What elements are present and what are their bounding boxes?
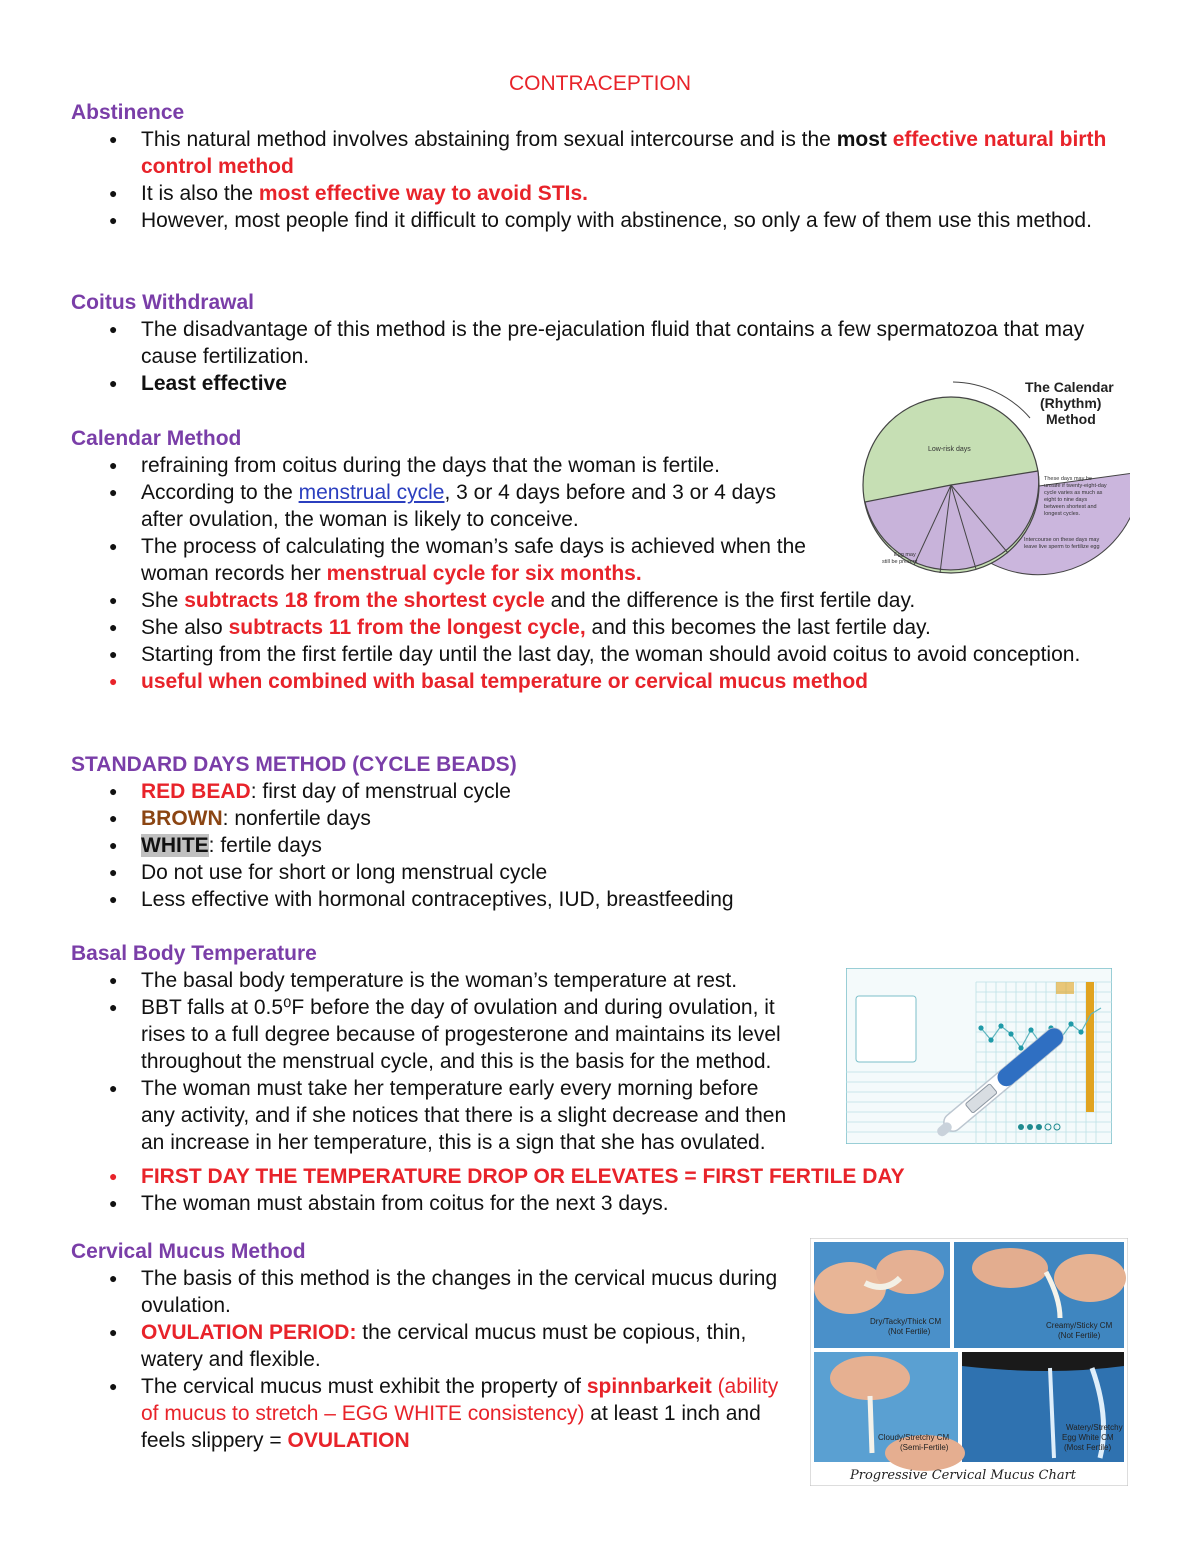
label-line: (Not Fertile) bbox=[1058, 1331, 1101, 1340]
note-line: between shortest and bbox=[1044, 504, 1097, 510]
text-bold: most bbox=[836, 128, 887, 151]
list-standard-days bbox=[71, 778, 1131, 913]
list-item bbox=[71, 778, 1131, 805]
finger bbox=[830, 1356, 910, 1400]
list-item: ● The woman must abstain from coitus for the next 3 days. bbox=[71, 1190, 1131, 1217]
finger bbox=[972, 1248, 1048, 1288]
text-red-bold: OVULATION bbox=[287, 1429, 410, 1452]
list-item bbox=[71, 479, 811, 533]
text: : fertile days bbox=[208, 834, 322, 857]
note-line: leave live sperm to fertilize egg bbox=[1024, 544, 1100, 550]
note-line: Egg may bbox=[894, 552, 916, 558]
chart-caption: Progressive Cervical Mucus Chart bbox=[850, 1468, 1077, 1483]
figure-title-line: Method bbox=[1046, 411, 1096, 427]
text-red: (ability of mucus to stretch – EGG WHITE consistency) bbox=[141, 1375, 779, 1425]
bbt-bullet-3-text bbox=[141, 1075, 1121, 1156]
text: The woman must take her temperature early every morning before any activity, and if she notices that there is a slight decrease and then an increase in her temperature, this is a sign that she has ovulated. bbox=[141, 1077, 787, 1154]
text: She also bbox=[141, 616, 229, 639]
note-line: unsafe if twenty-eight-day bbox=[1044, 483, 1107, 489]
heading-standard-days: STANDARD DAYS METHOD (CYCLE BEADS) bbox=[71, 753, 517, 776]
white-label: WHITE bbox=[141, 834, 209, 857]
text: and the difference is the first fertile day. bbox=[544, 589, 916, 612]
text: , 3 or 4 days before and 3 or 4 days after ovulation, the woman is likely to conceive. bbox=[141, 481, 777, 531]
list-item bbox=[71, 126, 1131, 180]
list-abstinence bbox=[71, 126, 1131, 234]
text-red-bold: effective natural birth control method bbox=[141, 128, 1107, 178]
mucus-strand bbox=[870, 1396, 872, 1453]
label-line: Watery/Stretchy bbox=[1066, 1423, 1123, 1432]
list-item bbox=[71, 180, 1131, 207]
note-line: eight to nine days bbox=[1044, 497, 1088, 503]
list-item: ● However, most people find it difficult to comply with abstinence, so only a few of them use this method. bbox=[71, 207, 1131, 234]
text: : first day of menstrual cycle bbox=[250, 780, 511, 803]
heading-abstinence: Abstinence bbox=[71, 101, 185, 124]
list-item: ● The disadvantage of this method is the pre-ejaculation fluid that contains a few spermatozoa that may cause fertilization. bbox=[71, 316, 1131, 370]
low-risk-label: Low-risk days bbox=[928, 446, 971, 453]
label-line: Creamy/Sticky CM bbox=[1046, 1321, 1113, 1330]
page-title: CONTRACEPTION bbox=[508, 72, 691, 95]
list-item: ● BBT falls at 0.5⁰F before the day of ovulation and during ovulation, it rises to a full degree because of progesterone and maintains its level throughout the menstrual cycle, and this is the basis for the method. bbox=[71, 994, 817, 1075]
heading-cervical-mucus: Cervical Mucus Method bbox=[71, 1240, 306, 1263]
text: It is also the bbox=[141, 182, 259, 205]
heading-calendar-method: Calendar Method bbox=[71, 427, 242, 450]
list-item: ● useful when combined with basal temperature or cervical mucus method bbox=[71, 668, 1131, 695]
list-item bbox=[71, 805, 1131, 832]
list-item bbox=[71, 614, 1131, 641]
list-item bbox=[71, 1319, 801, 1373]
list-item: ● The basal body temperature is the woman’s temperature at rest. bbox=[71, 967, 841, 994]
list-item: ● Starting from the first fertile day until the last day, the woman should avoid coitus to avoid conception. bbox=[71, 641, 1131, 668]
figure-title-line: (Rhythm) bbox=[1040, 395, 1102, 411]
menstrual-cycle-link[interactable]: menstrual cycle bbox=[298, 481, 445, 504]
text: The process of calculating the woman’s safe days is achieved when the woman records her bbox=[141, 535, 806, 585]
text-red-bold: spinnbarkeit bbox=[586, 1375, 712, 1398]
note-line: Intercourse on these days may bbox=[1024, 537, 1100, 543]
list-item bbox=[71, 587, 1131, 614]
list-item: ● refraining from coitus during the days that the woman is fertile. bbox=[71, 452, 841, 479]
brown-label: BROWN bbox=[141, 807, 223, 830]
note-line: These days may be bbox=[1044, 476, 1092, 482]
list-item bbox=[71, 1373, 801, 1454]
label-line: (Not Fertile) bbox=[888, 1327, 931, 1336]
list-item bbox=[71, 533, 811, 587]
heading-basal-body-temperature: Basal Body Temperature bbox=[71, 942, 317, 965]
finger bbox=[1054, 1254, 1126, 1302]
figure-title-line: The Calendar bbox=[1025, 379, 1114, 395]
text-red-bold: menstrual cycle for six months. bbox=[326, 562, 642, 585]
text: at least 1 inch and feels slippery = bbox=[141, 1402, 761, 1452]
text: : nonfertile days bbox=[222, 807, 371, 830]
text: and this becomes the last fertile day. bbox=[585, 616, 931, 639]
calendar-rhythm-diagram bbox=[848, 378, 1130, 576]
list-item: ● Less effective with hormonal contraceptives, IUD, breastfeeding bbox=[71, 886, 1131, 913]
text-red-bold: subtracts 18 from the shortest cycle bbox=[184, 589, 545, 612]
red-bead-label: RED BEAD bbox=[141, 780, 251, 803]
list-item: ● Least effective bbox=[71, 370, 1131, 397]
text-red-bold: subtracts 11 from the longest cycle, bbox=[228, 616, 586, 639]
text-red-bold: OVULATION PERIOD: bbox=[141, 1321, 357, 1344]
text: According to the bbox=[141, 481, 299, 504]
dark-top bbox=[962, 1352, 1124, 1371]
label-line: Egg White CM bbox=[1062, 1433, 1114, 1442]
list-item bbox=[71, 832, 1131, 859]
label-line: (Most Fertile) bbox=[1064, 1443, 1112, 1452]
label-line: Cloudy/Stretchy CM bbox=[878, 1433, 950, 1442]
note-line: cycle varies as much as bbox=[1044, 490, 1103, 496]
text: The cervical mucus must exhibit the property of bbox=[141, 1375, 587, 1398]
label-line: Dry/Tacky/Thick CM bbox=[870, 1317, 942, 1326]
text: This natural method involves abstaining from sexual intercourse and is the bbox=[141, 128, 837, 151]
note-line: still be present bbox=[882, 559, 918, 565]
heading-coitus-withdrawal: Coitus Withdrawal bbox=[71, 291, 254, 314]
text: She bbox=[141, 589, 185, 612]
cervical-mucus-chart-image bbox=[810, 1238, 1128, 1486]
text: the cervical mucus must be copious, thin, watery and flexible. bbox=[141, 1321, 747, 1371]
text-red-bold: most effective way to avoid STIs. bbox=[258, 182, 588, 205]
list-item: ● FIRST DAY THE TEMPERATURE DROP OR ELEVATES = FIRST FERTILE DAY bbox=[71, 1163, 1131, 1190]
chart-notes-box bbox=[856, 996, 916, 1062]
label-line: (Semi-Fertile) bbox=[900, 1443, 949, 1452]
list-item: ● The basis of this method is the changes in the cervical mucus during ovulation. bbox=[71, 1265, 801, 1319]
list-item: ● Do not use for short or long menstrual cycle bbox=[71, 859, 1131, 886]
note-line: longest cycles. bbox=[1044, 511, 1081, 517]
highlight-cells bbox=[1056, 982, 1074, 994]
